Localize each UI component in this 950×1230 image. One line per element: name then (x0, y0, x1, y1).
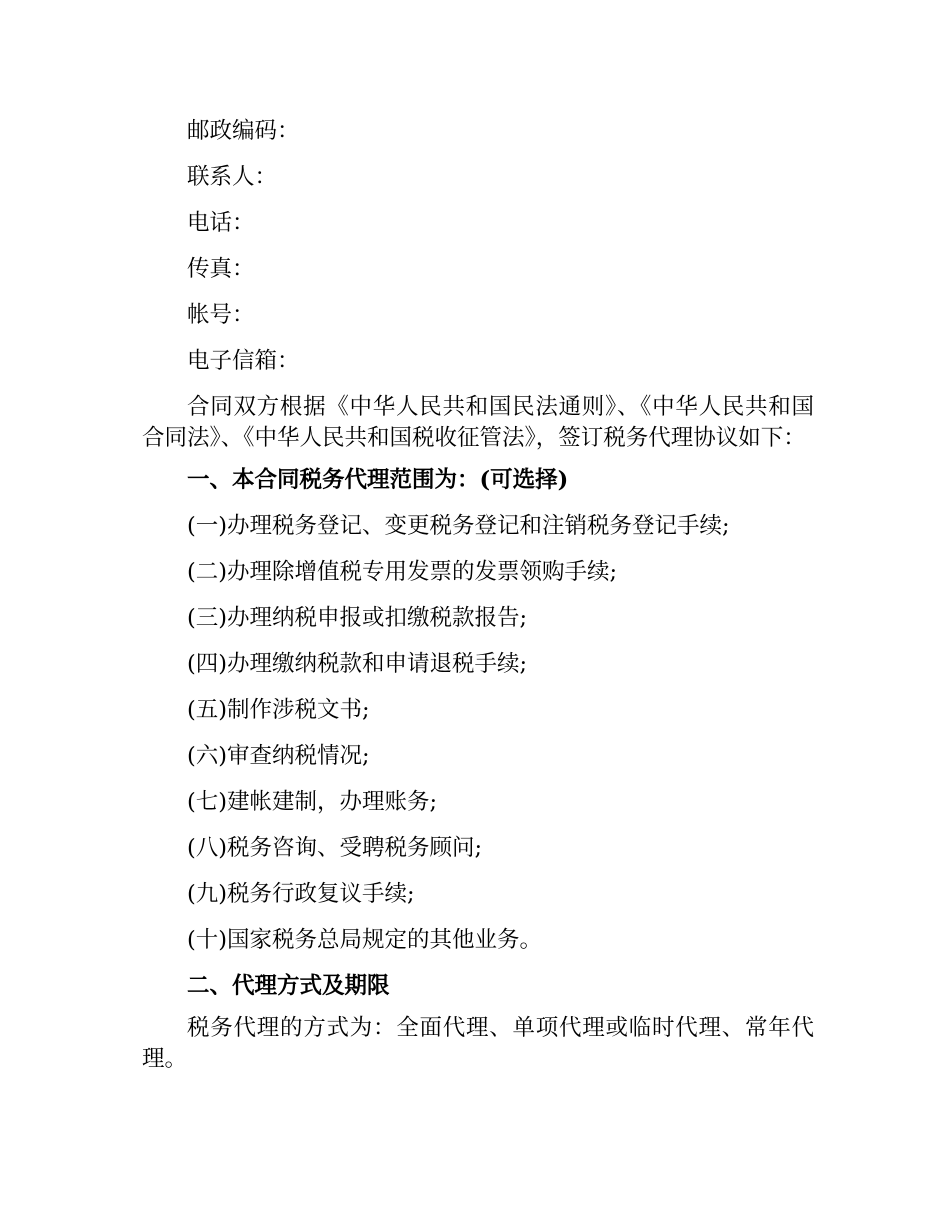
scope-item: (九)税务行政复议手续; (187, 881, 415, 907)
document-page (142, 108, 814, 1074)
scope-item: (十)国家税务总局规定的其他业务。 (187, 927, 543, 953)
account-field: 帐号： (187, 302, 255, 328)
section1-heading: 一、本合同税务代理范围为：(可选择) (187, 467, 569, 493)
email-field: 电子信箱： (187, 348, 300, 374)
phone-field: 电话： (187, 210, 255, 236)
section2-paragraph: 税务代理的方式为：全面代理、单项代理或临时代理、常年代理。 (142, 1015, 814, 1072)
contact-person-field: 联系人： (187, 164, 278, 190)
scope-item: (七)建帐建制，办理账务; (187, 789, 438, 815)
intro-paragraph: 合同双方根据《中华人民共和国民法通则》、《中华人民共和国合同法》、《中华人民共和国税收征管法》，签订税务代理协议如下： (142, 394, 814, 451)
postal-code-field: 邮政编码： (187, 118, 300, 144)
scope-item: (五)制作涉税文书; (187, 697, 370, 723)
section2-heading: 二、代理方式及期限 (187, 973, 390, 999)
fax-field: 传真： (187, 256, 255, 282)
scope-item: (二)办理除增值税专用发票的发票领购手续; (187, 559, 618, 585)
scope-item: (八)税务咨询、受聘税务顾问; (187, 835, 483, 861)
scope-item: (三)办理纳税申报或扣缴税款报告; (187, 605, 528, 631)
scope-item: (六)审查纳税情况; (187, 743, 370, 769)
scope-item: (四)办理缴纳税款和申请退税手续; (187, 651, 528, 677)
scope-item: (一)办理税务登记、变更税务登记和注销税务登记手续; (187, 513, 730, 539)
